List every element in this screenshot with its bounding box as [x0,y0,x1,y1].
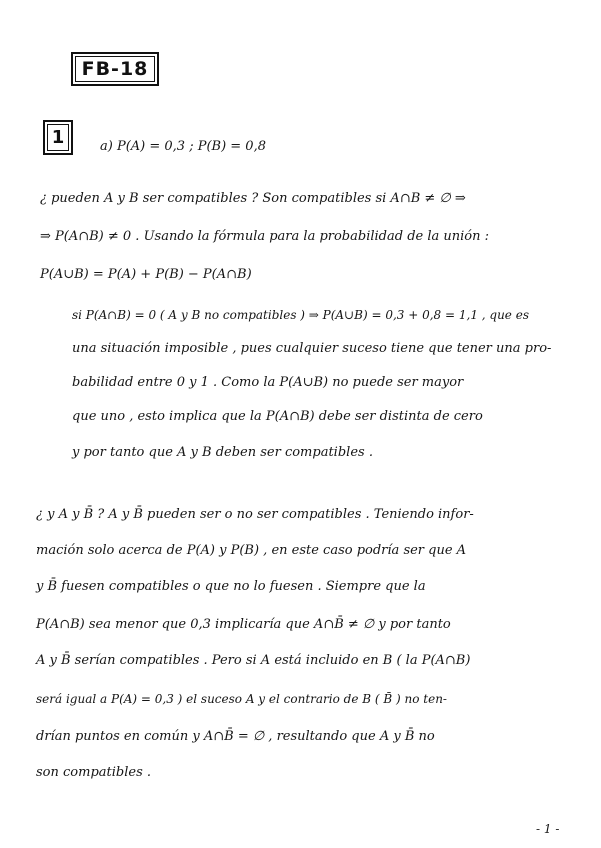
text-line-02: ¿ pueden A y B ser compatibles ? Son compatibles si A∩B ≠ ∅ ⇒ [40,191,466,206]
text-line-11: mación solo acerca de P(A) y P(B) , en este caso podría ser que A [36,543,467,558]
text-line-10: ¿ y A y B̄ ? A y B̄ pueden ser o no ser compatibles . Teniendo infor- [36,507,474,522]
text-line-14: A y B̄ serían compatibles . Pero si A está incluido en B ( la P(A∩B) [36,653,471,668]
text-line-07: babilidad entre 0 y 1 . Como la P(A∪B) no puede ser mayor [72,375,464,390]
union-formula: P(A∪B) = P(A) + P(B) − P(A∩B) [40,267,252,282]
text-line-08: que uno , esto implica que la P(A∩B) debe ser distinta de cero [72,409,483,424]
text-line-15: será igual a P(A) = 0,3 ) el suceso A y el contrario de B ( B̄ ) no ten- [36,692,447,706]
text-line-12: y B̄ fuesen compatibles o que no lo fuesen . Siempre que la [36,579,426,594]
problem-number-box [43,120,73,155]
given-probabilities: a) P(A) = 0,3 ; P(B) = 0,8 [100,139,266,154]
sheet-code-box [71,52,159,86]
text-line-17: son compatibles . [36,765,152,780]
sheet-code: FB-18 [81,58,149,80]
page-number: - 1 - [536,822,560,836]
text-line-06: una situación imposible , pues cualquier suceso tiene que tener una pro- [72,341,552,356]
problem-number: 1 [51,127,65,148]
text-line-13: P(A∩B) sea menor que 0,3 implicaría que A∩B̄ ≠ ∅ y por tanto [36,617,451,632]
text-line-03: ⇒ P(A∩B) ≠ 0 . Usando la fórmula para la probabilidad de la unión : [40,229,490,244]
text-line-16: drían puntos en común y A∩B̄ = ∅ , resultando que A y B̄ no [36,729,435,744]
text-line-05: si P(A∩B) = 0 ( A y B no compatibles ) ⇒ P(A∪B) = 0,3 + 0,8 = 1,1 , que es [72,308,529,322]
text-line-09: y por tanto que A y B deben ser compatibles . [72,445,373,460]
